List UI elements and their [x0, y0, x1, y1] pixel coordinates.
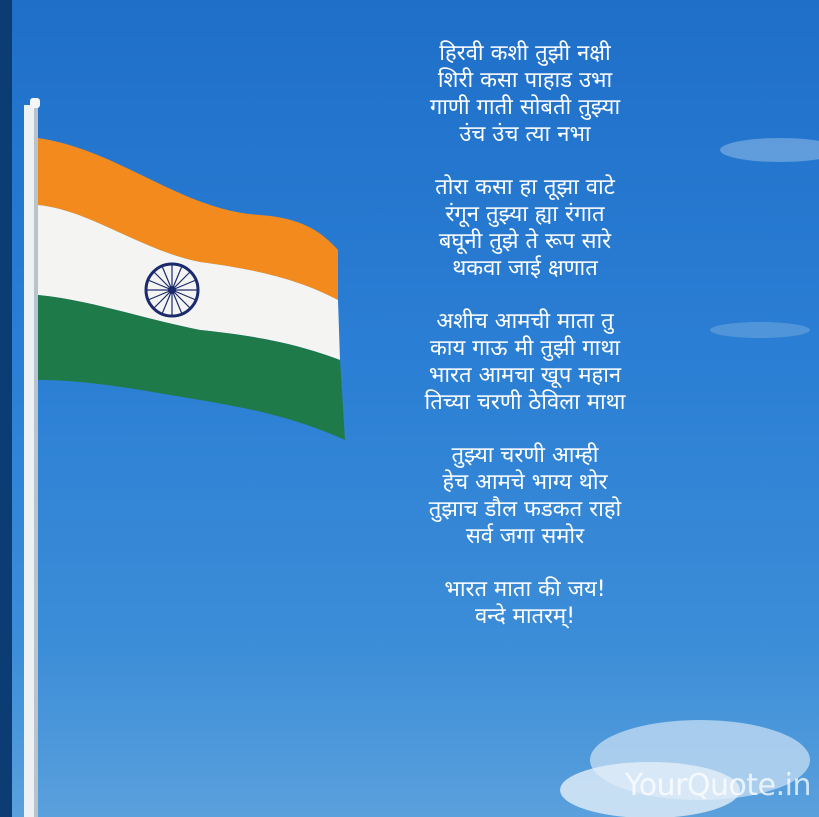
poem-line: भारत आमचा खूप महान: [428, 363, 622, 388]
poem-line: हेच आमचे भाग्य थोर: [442, 470, 608, 495]
poem-line: हिरवी कशी तुझी नक्षी: [439, 41, 611, 66]
poem-line: काय गाऊ मी तुझी गाथा: [429, 336, 621, 361]
poem-line: शिरी कसा पाहाड उभा: [437, 68, 613, 93]
poem-line: सर्व जगा समोर: [465, 524, 585, 549]
poem-line: बघूनी तुझे ते रूप सारे: [438, 229, 612, 254]
poem-line: थकवा जाई क्षणात: [452, 256, 598, 281]
poem-stanza: [360, 308, 690, 416]
yourquote-watermark: YourQuote.in: [624, 768, 811, 803]
poem-line: रंगून तुझ्या ह्या रंगात: [445, 202, 605, 227]
poem-line: वन्दे मातरम्!: [474, 604, 576, 629]
poem-text: [360, 40, 690, 656]
poem-line: भारत माता की जय!: [444, 577, 606, 602]
poem-stanza: [360, 442, 690, 550]
poem-line: गाणी गाती सोबती तुझ्या: [429, 95, 621, 120]
poem-stanza: [360, 174, 690, 282]
poem-line: उंच उंच त्या नभा: [459, 122, 591, 147]
poem-line: तिच्या चरणी ठेविला माथा: [424, 390, 626, 415]
poem-line: तोरा कसा हा तूझा वाटे: [435, 175, 615, 200]
poem-line: अशीच आमची माता तु: [436, 309, 614, 334]
poem-stanza: [360, 40, 690, 148]
poem-line: तुझाच डौल फडकत राहो: [428, 497, 622, 522]
poem-line: तुझ्या चरणी आम्ही: [451, 443, 599, 468]
poem-stanza: [360, 576, 690, 630]
ashoka-chakra-icon: [146, 264, 198, 316]
